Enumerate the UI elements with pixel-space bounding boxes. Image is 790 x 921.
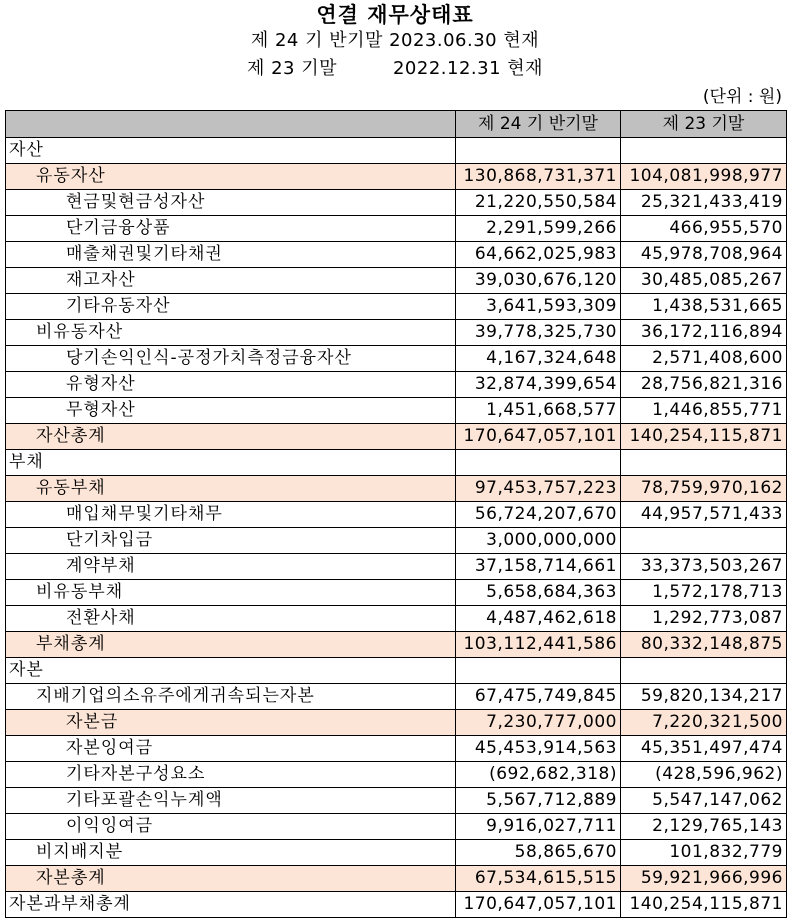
prior-period-value: 28,756,821,316: [621, 372, 787, 398]
account-label: 부채: [6, 450, 456, 476]
prior-period-value: 5,547,147,062: [621, 788, 787, 814]
current-period-value: 21,220,550,584: [456, 190, 621, 216]
prior-period-value: [621, 138, 787, 164]
current-period-value: 5,658,684,363: [456, 580, 621, 606]
page-title: 연결 재무상태표: [316, 3, 474, 27]
table-row: [6, 450, 787, 476]
account-label: 매입채무및기타채무: [6, 502, 456, 528]
table-row: [6, 242, 787, 268]
table-row: [6, 684, 787, 710]
account-label: 기타자본구성요소: [6, 762, 456, 788]
account-label: 부채총계: [6, 632, 456, 658]
prior-period-value: 104,081,998,977: [621, 164, 787, 190]
table-row: [6, 268, 787, 294]
account-label: 이익잉여금: [6, 814, 456, 840]
table-row: [6, 736, 787, 762]
current-period-value: 103,112,441,586: [456, 632, 621, 658]
current-period-value: 45,453,914,563: [456, 736, 621, 762]
account-label: 매출채권및기타채권: [6, 242, 456, 268]
prior-period-value: 45,978,708,964: [621, 242, 787, 268]
current-period-value: 4,167,324,648: [456, 346, 621, 372]
table-row: [6, 294, 787, 320]
current-period-value: 5,567,712,889: [456, 788, 621, 814]
table-row: [6, 528, 787, 554]
current-period-value: 39,030,676,120: [456, 268, 621, 294]
account-label: 현금및현금성자산: [6, 190, 456, 216]
prior-period-value: (428,596,962): [621, 762, 787, 788]
current-period-value: 67,475,749,845: [456, 684, 621, 710]
header-current-period: 제 24 기 반기말: [456, 111, 621, 138]
table-row: [6, 164, 787, 190]
current-period-value: 130,868,731,371: [456, 164, 621, 190]
prior-period-value: 80,332,148,875: [621, 632, 787, 658]
prior-period-value: 30,485,085,267: [621, 268, 787, 294]
prior-period-value: 1,292,773,087: [621, 606, 787, 632]
prior-period-value: 78,759,970,162: [621, 476, 787, 502]
account-label: 비지배지분: [6, 840, 456, 866]
current-period-value: 37,158,714,661: [456, 554, 621, 580]
table-row: [6, 554, 787, 580]
period-current: 제 24 기 반기말 2023.06.30 현재: [250, 30, 540, 51]
table-row: [6, 580, 787, 606]
current-period-value: 2,291,599,266: [456, 216, 621, 242]
account-label: 유동부채: [6, 476, 456, 502]
prior-period-value: [621, 528, 787, 554]
current-period-value: [456, 658, 621, 684]
table-row: [6, 840, 787, 866]
prior-period-value: 466,955,570: [621, 216, 787, 242]
current-period-value: 39,778,325,730: [456, 320, 621, 346]
current-period-value: 4,487,462,618: [456, 606, 621, 632]
header-prior-period: 제 23 기말: [621, 111, 787, 138]
table-row: [6, 372, 787, 398]
prior-period-value: 33,373,503,267: [621, 554, 787, 580]
current-period-value: 58,865,670: [456, 840, 621, 866]
header-account: [6, 111, 456, 138]
prior-period-value: 7,220,321,500: [621, 710, 787, 736]
table-row: [6, 346, 787, 372]
prior-period-value: 2,129,765,143: [621, 814, 787, 840]
account-label: 유형자산: [6, 372, 456, 398]
account-label: 계약부채: [6, 554, 456, 580]
current-period-value: 56,724,207,670: [456, 502, 621, 528]
table-row: [6, 606, 787, 632]
current-period-value: (692,682,318): [456, 762, 621, 788]
account-label: 무형자산: [6, 398, 456, 424]
account-label: 자본금: [6, 710, 456, 736]
account-label: 자본총계: [6, 866, 456, 892]
current-period-value: 9,916,027,711: [456, 814, 621, 840]
current-period-value: 3,641,593,309: [456, 294, 621, 320]
table-row: [6, 216, 787, 242]
prior-period-value: 2,571,408,600: [621, 346, 787, 372]
account-label: 자본과부채총계: [6, 892, 456, 918]
balance-sheet-table: [5, 110, 787, 918]
table-header-row: [6, 111, 787, 138]
prior-period-value: [621, 450, 787, 476]
table-row: [6, 814, 787, 840]
prior-period-value: 44,957,571,433: [621, 502, 787, 528]
prior-period-value: 45,351,497,474: [621, 736, 787, 762]
current-period-value: 1,451,668,577: [456, 398, 621, 424]
table-row: [6, 138, 787, 164]
account-label: 지배기업의소유주에게귀속되는자본: [6, 684, 456, 710]
account-label: 비유동부채: [6, 580, 456, 606]
unit-label: (단위 : 원): [702, 87, 782, 107]
table-row: [6, 762, 787, 788]
prior-period-value: 1,446,855,771: [621, 398, 787, 424]
account-label: 단기차입금: [6, 528, 456, 554]
account-label: 자산총계: [6, 424, 456, 450]
period-prior: [0, 57, 790, 81]
current-period-value: [456, 138, 621, 164]
account-label: 기타유동자산: [6, 294, 456, 320]
account-label: 단기금융상품: [6, 216, 456, 242]
prior-period-value: 140,254,115,871: [621, 424, 787, 450]
account-label: 비유동자산: [6, 320, 456, 346]
prior-period-value: 101,832,779: [621, 840, 787, 866]
prior-period-value: 59,921,966,996: [621, 866, 787, 892]
table-row: [6, 398, 787, 424]
table-row: [6, 476, 787, 502]
table-row: [6, 892, 787, 918]
prior-period-value: 1,438,531,665: [621, 294, 787, 320]
table-row: [6, 658, 787, 684]
account-label: 기타포괄손익누계액: [6, 788, 456, 814]
current-period-value: 170,647,057,101: [456, 424, 621, 450]
current-period-value: 64,662,025,983: [456, 242, 621, 268]
account-label: 전환사채: [6, 606, 456, 632]
account-label: 당기손익인식-공정가치측정금융자산: [6, 346, 456, 372]
account-label: 자본: [6, 658, 456, 684]
prior-period-value: 36,172,116,894: [621, 320, 787, 346]
current-period-value: 7,230,777,000: [456, 710, 621, 736]
prior-period-value: 1,572,178,713: [621, 580, 787, 606]
period-prior-label: 제 23 기말: [246, 58, 337, 79]
current-period-value: 97,453,757,223: [456, 476, 621, 502]
table-row: [6, 320, 787, 346]
table-row: [6, 788, 787, 814]
current-period-value: 32,874,399,654: [456, 372, 621, 398]
current-period-value: 67,534,615,515: [456, 866, 621, 892]
period-prior-date: 2022.12.31 현재: [392, 58, 544, 79]
table-row: [6, 502, 787, 528]
table-row: [6, 710, 787, 736]
current-period-value: 3,000,000,000: [456, 528, 621, 554]
table-row: [6, 866, 787, 892]
table-row: [6, 190, 787, 216]
account-label: 자산: [6, 138, 456, 164]
table-row: [6, 424, 787, 450]
account-label: 유동자산: [6, 164, 456, 190]
current-period-value: [456, 450, 621, 476]
prior-period-value: 25,321,433,419: [621, 190, 787, 216]
prior-period-value: 59,820,134,217: [621, 684, 787, 710]
current-period-value: 170,647,057,101: [456, 892, 621, 918]
account-label: 자본잉여금: [6, 736, 456, 762]
table-row: [6, 632, 787, 658]
account-label: 재고자산: [6, 268, 456, 294]
prior-period-value: 140,254,115,871: [621, 892, 787, 918]
prior-period-value: [621, 658, 787, 684]
